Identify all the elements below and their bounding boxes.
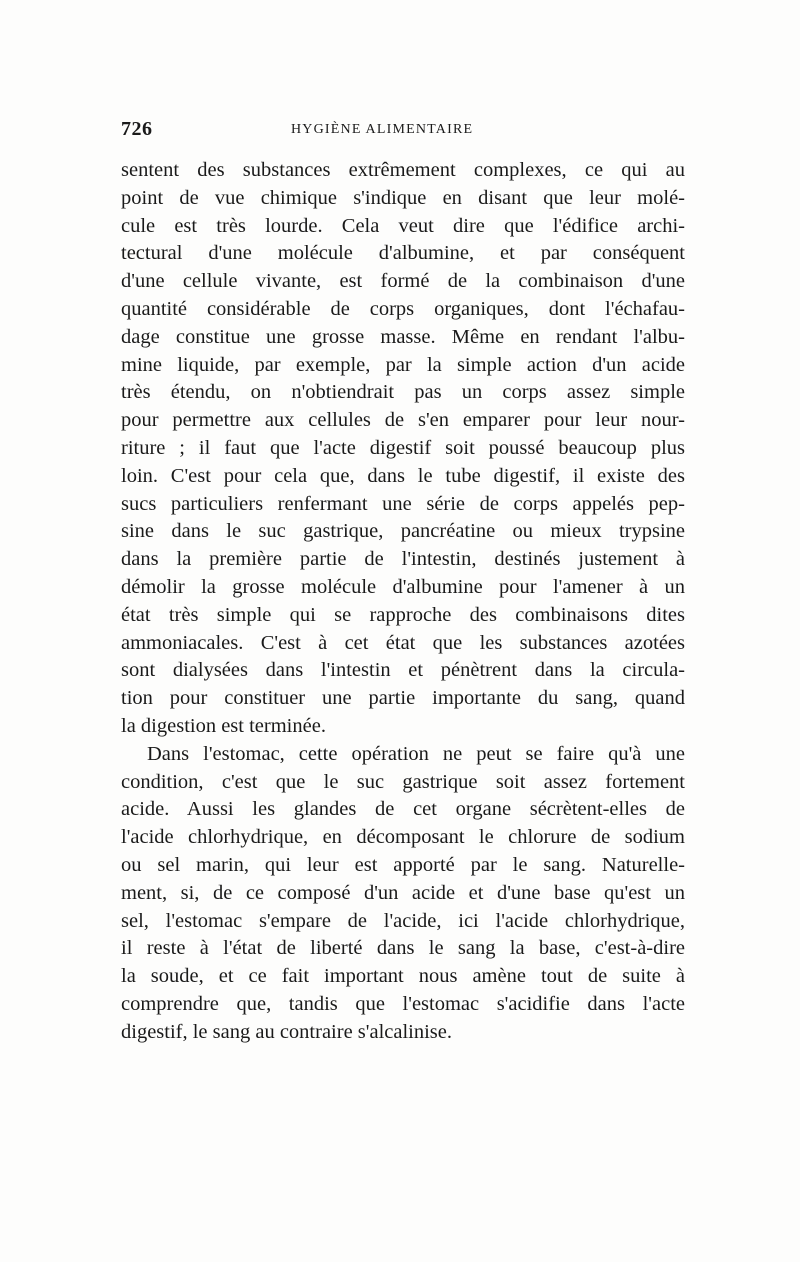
text-line: sont dialysées dans l'intestin et pénètrent dans la circula- xyxy=(121,659,685,682)
text-line: dans la première partie de l'intestin, destinés justement à xyxy=(121,548,685,571)
text-line: sel, l'estomac s'empare de l'acide, ici l'acide chlorhydrique, xyxy=(121,909,685,932)
text-line: très étendu, on n'obtiendrait pas un corps assez simple xyxy=(121,381,685,404)
text-line: acide. Aussi les glandes de cet organe sécrètent-elles de xyxy=(121,798,685,821)
text-line: quantité considérable de corps organiques, dont l'échafau- xyxy=(121,297,685,320)
text-line: Dans l'estomac, cette opération ne peut se faire qu'à une xyxy=(147,742,685,765)
text-line: condition, c'est que le suc gastrique soit assez fortement xyxy=(121,770,685,793)
text-line: sentent des substances extrêmement complexes, ce qui au xyxy=(121,159,685,181)
text-line: il reste à l'état de liberté dans le sang la base, c'est-à-dire xyxy=(121,937,685,960)
text-line: la soude, et ce fait important nous amène tout de suite à xyxy=(121,965,685,988)
text-line: loin. C'est pour cela que, dans le tube digestif, il existe des xyxy=(121,464,685,487)
text-line: digestif, le sang au contraire s'alcalinise. xyxy=(121,1020,453,1043)
text-line: riture ; il faut que l'acte digestif soit poussé beaucoup plus xyxy=(121,436,685,459)
text-line: ou sel marin, qui leur est apporté par le sang. Naturelle- xyxy=(121,853,685,876)
page-number: 726 xyxy=(121,118,153,140)
text-line: ammoniacales. C'est à cet état que les substances azotées xyxy=(121,631,685,654)
body-text xyxy=(121,157,685,1047)
text-line: point de vue chimique s'indique en disant que leur molé- xyxy=(121,186,685,209)
text-line: la digestion est terminée. xyxy=(121,714,326,737)
text-line: comprendre que, tandis que l'estomac s'acidifie dans l'acte xyxy=(121,992,685,1015)
text-line: sine dans le suc gastrique, pancréatine ou mieux trypsine xyxy=(121,520,685,543)
paragraph xyxy=(121,157,685,741)
text-line: d'une cellule vivante, est formé de la combinaison d'une xyxy=(121,270,685,293)
text-line: démolir la grosse molécule d'albumine pour l'amener à un xyxy=(121,575,685,598)
text-line: ment, si, de ce composé d'un acide et d'une base qu'est un xyxy=(121,881,685,904)
text-line: dage constitue une grosse masse. Même en rendant l'albu- xyxy=(121,325,685,348)
text-line: mine liquide, par exemple, par la simple action d'un acide xyxy=(121,353,685,376)
text-line: pour permettre aux cellules de s'en emparer pour leur nour- xyxy=(121,409,685,432)
text-line: cule est très lourde. Cela veut dire que l'édifice archi- xyxy=(121,214,685,237)
paragraph xyxy=(121,741,685,1047)
running-title: HYGIÈNE ALIMENTAIRE xyxy=(291,122,474,137)
text-line: état très simple qui se rapproche des combinaisons dites xyxy=(121,603,685,626)
text-line: tion pour constituer une partie importante du sang, quand xyxy=(121,687,685,710)
text-line: l'acide chlorhydrique, en décomposant le chlorure de sodium xyxy=(121,826,685,849)
text-line: tectural d'une molécule d'albumine, et par conséquent xyxy=(121,242,685,265)
page-header xyxy=(121,118,681,148)
text-line: sucs particuliers renfermant une série de corps appelés pep- xyxy=(121,492,685,515)
